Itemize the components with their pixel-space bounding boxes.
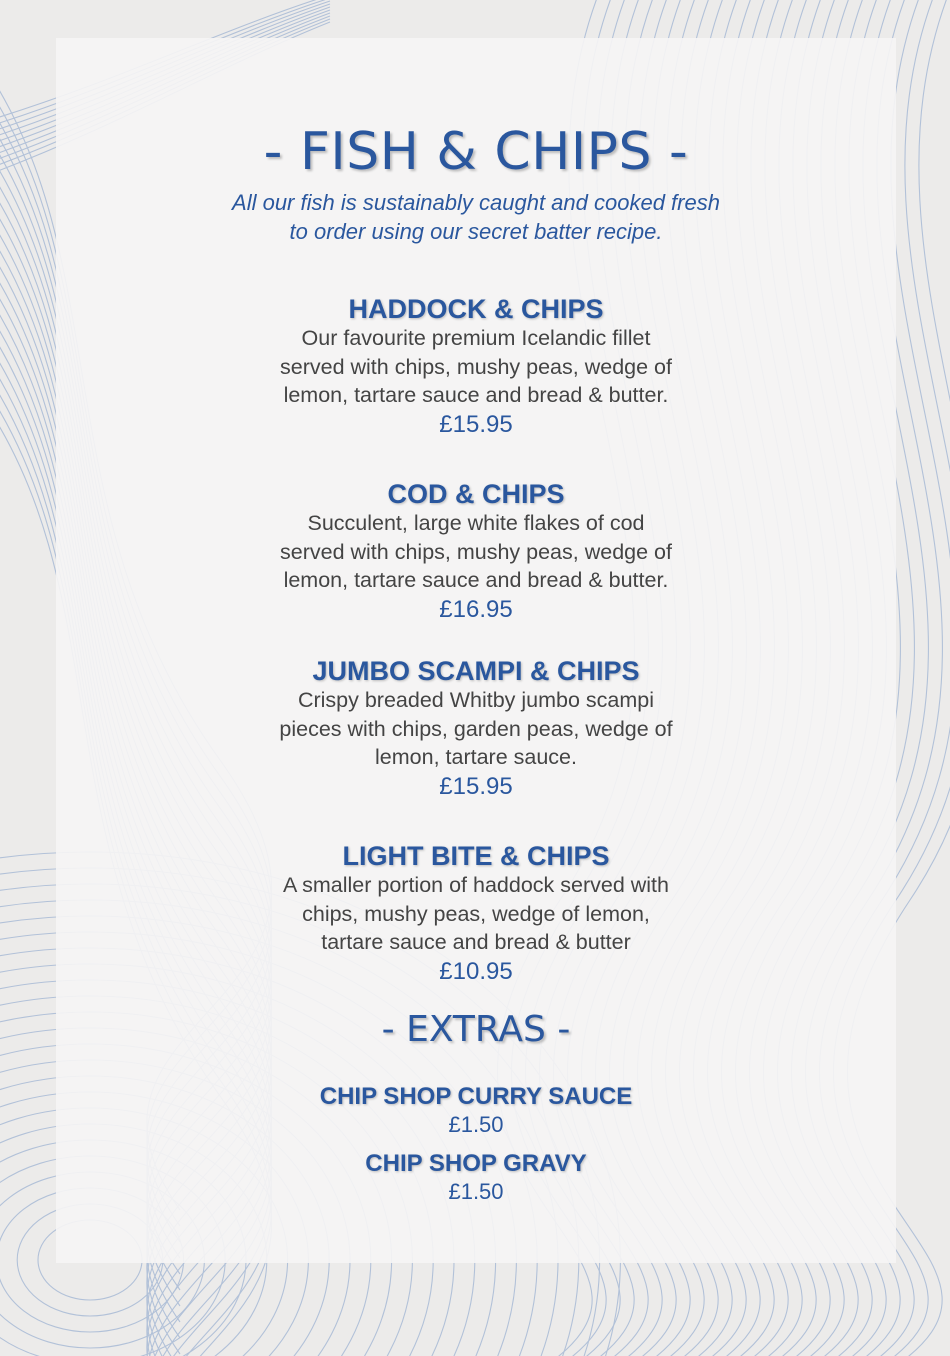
- desc-line: A smaller portion of haddock served with: [282, 873, 669, 897]
- extra-name: CHIP SHOP GRAVY: [365, 1150, 587, 1177]
- intro-line: All our fish is sustainably caught and cooked fresh: [232, 190, 720, 215]
- intro-line: to order using our secret batter recipe.: [289, 219, 663, 244]
- desc-line: served with chips, mushy peas, wedge of: [280, 539, 672, 564]
- item-name: JUMBO SCAMPI & CHIPS: [312, 656, 640, 686]
- item-price: £10.95: [439, 957, 513, 985]
- desc-line: lemon, tartare sauce and bread & butter.: [283, 568, 669, 592]
- menu-item-light-bite: [56, 841, 896, 987]
- extra-price: £1.50: [448, 1179, 504, 1204]
- extra-name: CHIP SHOP CURRY SAUCE: [319, 1083, 633, 1110]
- extra-price: £1.50: [448, 1112, 504, 1137]
- item-name: LIGHT BITE & CHIPS: [342, 841, 610, 871]
- desc-line: tartare sauce and bread & butter: [321, 930, 631, 954]
- desc-line: pieces with chips, garden peas, wedge of: [279, 716, 673, 741]
- desc-line: lemon, tartare sauce.: [375, 745, 577, 769]
- item-price: £15.95: [439, 410, 513, 438]
- item-description: [56, 509, 896, 595]
- menu-title: - FISH & CHIPS -: [263, 122, 689, 182]
- desc-line: chips, mushy peas, wedge of lemon,: [302, 901, 650, 926]
- menu-intro: [56, 188, 896, 246]
- menu-panel: [56, 38, 896, 1263]
- menu-item-cod: [56, 479, 896, 625]
- desc-line: Our favourite premium Icelandic fillet: [301, 326, 651, 350]
- extra-item-curry-sauce: [56, 1082, 896, 1138]
- item-price: £15.95: [439, 772, 513, 800]
- item-price: £16.95: [439, 595, 513, 623]
- desc-line: lemon, tartare sauce and bread & butter.: [283, 383, 669, 407]
- extra-item-gravy: [56, 1149, 896, 1205]
- extras-title: - EXTRAS -: [381, 1009, 571, 1050]
- desc-line: served with chips, mushy peas, wedge of: [280, 354, 672, 379]
- item-name: COD & CHIPS: [387, 479, 565, 509]
- item-name: HADDOCK & CHIPS: [348, 294, 604, 324]
- item-description: [56, 686, 896, 772]
- desc-line: Succulent, large white flakes of cod: [307, 511, 645, 535]
- item-description: [56, 871, 896, 957]
- menu-item-haddock: [56, 294, 896, 440]
- desc-line: Crispy breaded Whitby jumbo scampi: [297, 688, 655, 712]
- menu-item-scampi: [56, 656, 896, 802]
- item-description: [56, 324, 896, 410]
